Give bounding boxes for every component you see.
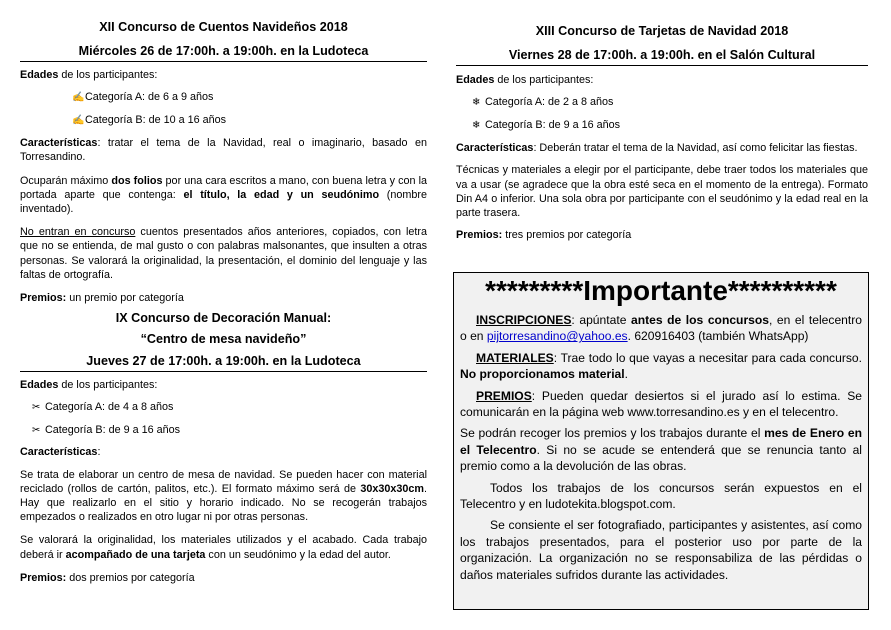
text-bold: No proporcionamos material (460, 367, 625, 382)
section-title-tarjetas: XIII Concurso de Tarjetas de Navidad 2018 (535, 24, 789, 38)
caracteristicas-text: : tratar el tema de la Navidad, real o imaginario, basado en Torresandino. (20, 137, 427, 164)
email-link[interactable]: pijtorresandino@yahoo.es (486, 329, 628, 344)
category-b (456, 118, 868, 133)
category-b (20, 113, 427, 128)
paragraph-folios (20, 174, 427, 217)
edades-label: Edades (20, 69, 59, 81)
caracteristicas-text: : (97, 446, 101, 459)
text: (nombre inventado). (20, 188, 427, 216)
paragraph-no-entran (20, 225, 427, 282)
scissors-icon: ✂ (32, 425, 41, 437)
edades-line (20, 68, 427, 82)
right-column (456, 0, 868, 242)
caracteristicas-text: : Deberán tratar el tema de la Navidad, así como felicitar las fiestas. (533, 142, 858, 155)
paragraph-valoracion (20, 533, 427, 561)
caracteristicas-label: Características (20, 137, 98, 150)
category-a (20, 90, 427, 105)
importante-title: *********Importante********** (485, 275, 837, 306)
importante-box (453, 272, 869, 610)
text-underline: No entran en concurso (20, 226, 136, 239)
inscripciones-label: INSCRIPCIONES (476, 313, 572, 327)
caracteristicas-label: Características (456, 142, 534, 155)
paragraph-tecnicas: Técnicas y materiales a elegir por el participante, debe traer todos los materiales que va a usar (se agradece que la obra esté seca en el momento de la entrega). Formato Din A4 o inferior. Una sola obra por participante con el seudónimo y la edad real en la parte trasera. (456, 164, 868, 220)
text: con un seudónimo y la edad del autor. (205, 548, 391, 561)
category-a-text: Categoría A: de 6 a 9 años (85, 91, 214, 104)
edades-text: de los participantes: (58, 379, 158, 392)
caracteristicas (456, 141, 868, 155)
fotografia-paragraph: Se consiente el ser fotografiado, participantes y asistentes, así como los trabajos presentados, para el posterior uso por parte de la organización. La organización no se responsabiliza de las pérdidas o daños materiales sufridos durante las actividades. (460, 518, 862, 582)
text: cuentos presentados años anteriores, copiados, con letra que no se entienda, de mal gusto o con palabras malsonantes, que insulten a otras personas. Se valorará la originalidad, la presentación, el dominio del lenguaje y las faltas de ortografía. (20, 226, 427, 281)
section-date-decoracion: Jueves 27 de 17:00h. a 19:00h. en la Ludoteca (20, 354, 427, 372)
text: : Pueden quedar desiertos si el jurado así lo estima. Se comunicarán en la página web www.torresandino.es y en el telecentro. (460, 388, 862, 420)
text: Se trata de elaborar un centro de mesa de navidad. Se pueden hacer con material reciclado (rollos de cartón, palitos, etc.). El formato máximo será de (20, 468, 427, 495)
edades-label: Edades (20, 379, 59, 392)
category-b (20, 423, 427, 438)
text: . (624, 367, 629, 382)
section-date-tarjetas: Viernes 28 de 17:00h. a 19:00h. en el Salón Cultural (456, 48, 868, 66)
category-b-text: Categoría B: de 9 a 16 años (45, 424, 181, 437)
text: por una cara escritos a mano, con buena letra y con la portada aparte que contenga: (20, 174, 427, 201)
section-subtitle-decoracion: “Centro de mesa navideño” (140, 332, 307, 347)
category-b-text: Categoría B: de 9 a 16 años (485, 119, 621, 132)
premios-text: tres premios por categoría (502, 229, 632, 242)
pencil-icon: ✍ (72, 115, 85, 127)
premios-line (20, 291, 427, 305)
text: Se podrán recoger los premios y los trabajos durante el (460, 426, 765, 441)
materiales-paragraph (460, 350, 862, 383)
category-a (20, 400, 427, 415)
edades-line (456, 73, 868, 87)
caracteristicas-label: Características (20, 446, 98, 459)
recogida-paragraph (460, 425, 862, 474)
text: . 620916403 (también WhatsApp) (627, 329, 809, 344)
text-bold: antes de los concursos (630, 313, 769, 327)
text: : Trae todo lo que vayas a necesitar para cada concurso. (553, 350, 862, 365)
category-a-text: Categoría A: de 2 a 8 años (485, 96, 614, 109)
caracteristicas (20, 445, 427, 459)
premios-label: Premios: (20, 571, 67, 584)
section-date-cuentos: Miércoles 26 de 17:00h. a 19:00h. en la Ludoteca (20, 44, 427, 62)
snowflake-icon: ❄ (472, 120, 481, 132)
premios-label: Premios: (456, 229, 503, 242)
exposicion-paragraph: Todos los trabajos de los concursos serán expuestos en el Telecentro y en ludotekita.blogspot.com. (460, 480, 862, 512)
premios-label: PREMIOS (476, 388, 532, 403)
text: Se valorará la originalidad, los materiales utilizados y el acabado. Cada trabajo deberá ir (20, 534, 427, 561)
edades-label: Edades (456, 74, 495, 86)
premios-text: dos premios por categoría (66, 571, 195, 584)
premios-line (20, 571, 427, 585)
edades-text: de los participantes: (58, 69, 158, 81)
edades-line (20, 378, 427, 392)
text-bold: el título, la edad y un seudónimo (183, 188, 380, 201)
text: Ocuparán máximo (20, 174, 112, 187)
text: . Hay que realizarlo en el sitio y horario indicado. No se recogerán trabajos empezados o realizados en otro lugar ni por otras personas. (20, 482, 427, 524)
pencil-icon: ✍ (72, 92, 85, 104)
section-title-cuentos: XII Concurso de Cuentos Navideños 2018 (99, 20, 348, 34)
inscripciones-paragraph (460, 312, 862, 345)
category-a-text: Categoría A: de 4 a 8 años (45, 401, 174, 414)
left-column (20, 0, 427, 585)
edades-text: de los participantes: (494, 74, 594, 86)
materiales-label: MATERIALES (476, 350, 554, 365)
premios-line (456, 228, 868, 242)
section-title-decoracion: IX Concurso de Decoración Manual: (115, 311, 332, 326)
text: : apúntate (571, 313, 631, 327)
text-bold: dos folios (111, 174, 163, 187)
text-bold: mes de Enero en el Telecentro (460, 426, 862, 457)
premios-text: un premio por categoría (66, 292, 184, 305)
text: , en el telecentro o en (460, 313, 863, 344)
category-a (456, 95, 868, 110)
text: . Si no se acude se entenderá que se renuncia tanto al premio como a la devolución de las obras. (460, 442, 862, 474)
premios-paragraph (460, 388, 862, 421)
text-bold: 30x30x30cm (360, 482, 424, 495)
snowflake-icon: ❄ (472, 97, 481, 109)
premios-label: Premios: (20, 292, 67, 305)
paragraph-centro-mesa (20, 468, 427, 525)
caracteristicas (20, 136, 427, 164)
scissors-icon: ✂ (32, 402, 41, 414)
text-bold: acompañado de una tarjeta (65, 548, 206, 561)
category-b-text: Categoría B: de 10 a 16 años (85, 114, 227, 127)
